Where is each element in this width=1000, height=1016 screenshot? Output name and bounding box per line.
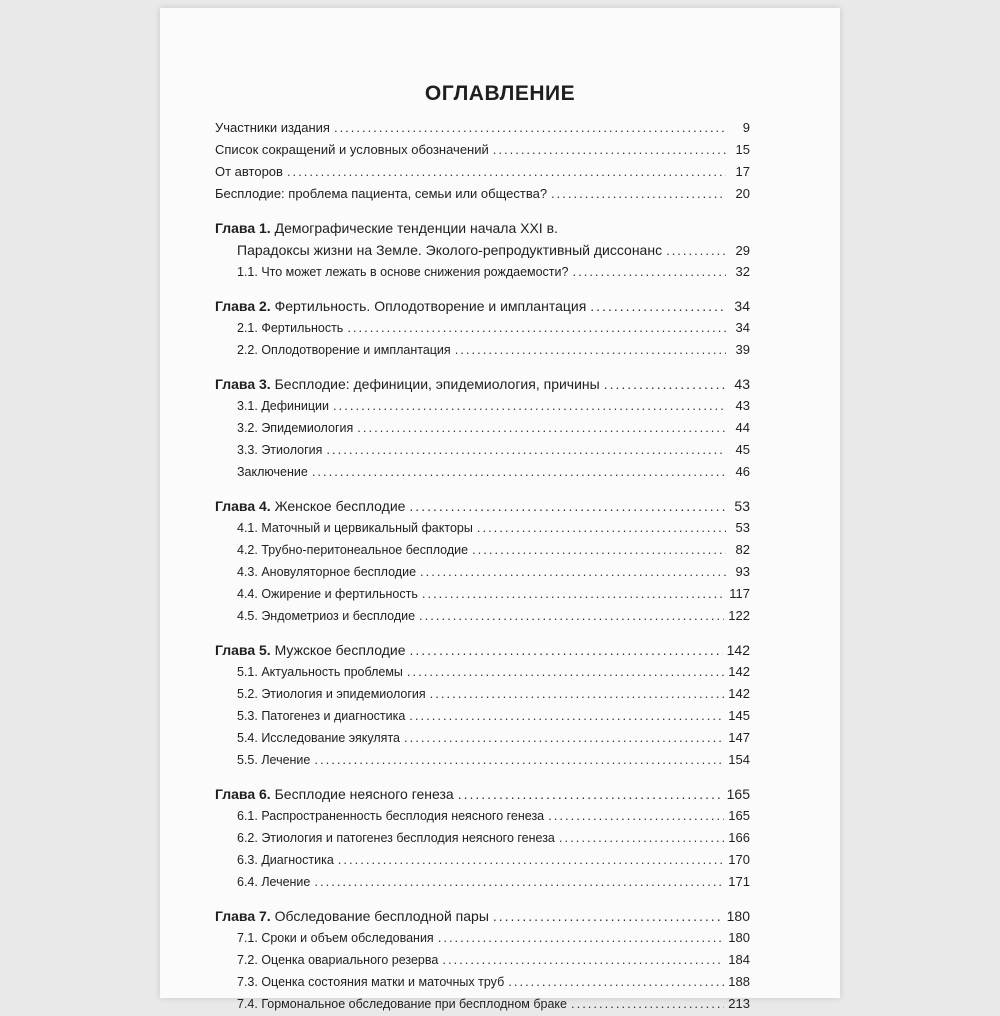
leader-dots <box>357 418 726 438</box>
leader-dots <box>409 496 726 516</box>
section-label: 7.3. Оценка состояния матки и маточных труб <box>237 975 505 989</box>
section-entry <box>215 340 750 362</box>
leader-dots <box>334 118 726 138</box>
book-page <box>160 8 840 1011</box>
section-label: 5.4. Исследование эякулята <box>237 731 400 745</box>
chapter-1-heading-cont <box>215 240 750 262</box>
chapter-title: Демографические тенденции начала XXI в. <box>274 220 558 236</box>
section-entry <box>215 440 750 462</box>
section-label: 6.2. Этиология и патогенез бесплодия неясного генеза <box>237 831 555 845</box>
section-page: 165 <box>728 808 750 823</box>
section-label: 2.2. Оплодотворение и имплантация <box>237 343 451 357</box>
chapter-prefix: Глава 4. <box>215 498 271 514</box>
leader-dots <box>407 662 724 682</box>
leader-dots <box>438 928 725 948</box>
chapter-page: 53 <box>734 498 750 514</box>
leader-dots <box>420 562 726 582</box>
chapter-title: Фертильность. Оплодотворение и имплантация <box>274 298 587 314</box>
section-label: 6.4. Лечение <box>237 875 311 889</box>
section-label: 4.5. Эндометриоз и бесплодие <box>237 609 416 623</box>
chapter-title: Мужское бесплодие <box>274 642 406 658</box>
section-page: 142 <box>728 686 750 701</box>
section-label: 5.5. Лечение <box>237 753 311 767</box>
section-label: 4.4. Ожирение и фертильность <box>237 587 418 601</box>
section-label: 3.3. Этиология <box>237 443 323 457</box>
leader-dots <box>442 950 724 970</box>
section-page: 93 <box>735 564 750 579</box>
chapter-3-heading <box>215 374 750 396</box>
section-page: 180 <box>728 930 750 945</box>
toc-entry-abbreviations <box>215 140 750 162</box>
section-page: 188 <box>728 974 750 989</box>
section-entry <box>215 806 750 828</box>
leader-dots <box>430 684 725 704</box>
chapter-prefix: Глава 7. <box>215 908 271 924</box>
page-title: ОГЛАВЛЕНИЕ <box>424 82 576 105</box>
section-label: 7.4. Гормональное обследование при бесплодном браке <box>237 997 567 1011</box>
section-label: 4.1. Маточный и цервикальный факторы <box>237 521 473 535</box>
section-entry <box>215 850 750 872</box>
section-entry <box>215 706 750 728</box>
section-entry <box>215 828 750 850</box>
section-label: 1.1. Что может лежать в основе снижения рождаемости? <box>237 265 569 279</box>
toc-entry-page: 15 <box>735 142 750 157</box>
section-entry <box>215 584 750 606</box>
section-page: 142 <box>728 664 750 679</box>
chapter-prefix: Глава 5. <box>215 642 271 658</box>
leader-dots <box>419 606 724 626</box>
chapter-5-heading <box>215 640 750 662</box>
toc-entry-page: 9 <box>742 120 750 135</box>
section-label: 4.3. Ановуляторное бесплодие <box>237 565 417 579</box>
section-label: 3.1. Дефиниции <box>237 399 330 413</box>
section-page: 53 <box>735 520 750 535</box>
chapter-2-heading <box>215 296 750 318</box>
section-entry <box>215 396 750 418</box>
section-page: 171 <box>728 874 750 889</box>
section-entry <box>215 662 750 684</box>
section-page: 117 <box>729 586 750 601</box>
section-page: 34 <box>735 320 750 335</box>
leader-dots <box>458 784 723 804</box>
section-label: Заключение <box>237 465 308 479</box>
chapter-7-heading <box>215 906 750 928</box>
section-label: 5.1. Актуальность проблемы <box>237 665 403 679</box>
toc-entry-from-authors <box>215 162 750 184</box>
toc-entry-page: 17 <box>735 164 750 179</box>
toc-entry-intro <box>215 184 750 206</box>
section-entry <box>215 684 750 706</box>
section-entry <box>215 540 750 562</box>
toc-entry-page: 20 <box>735 186 750 201</box>
leader-dots <box>312 462 726 482</box>
leader-dots <box>314 872 724 892</box>
section-page: 43 <box>735 398 750 413</box>
chapter-1-heading <box>215 218 750 240</box>
leader-dots <box>404 728 724 748</box>
chapter-title: Бесплодие неясного генеза <box>274 786 454 802</box>
section-page: 44 <box>735 420 750 435</box>
section-page: 184 <box>728 952 750 967</box>
leader-dots <box>551 184 726 204</box>
section-label: 3.2. Эпидемиология <box>237 421 354 435</box>
chapter-title-cont: Парадоксы жизни на Земле. Эколого-репродуктивный диссонанс <box>237 242 663 258</box>
toc-entry-participants <box>215 118 750 140</box>
section-page: 45 <box>735 442 750 457</box>
leader-dots <box>604 374 726 394</box>
section-entry <box>215 972 750 994</box>
section-label: 2.1. Фертильность <box>237 321 344 335</box>
section-page: 46 <box>735 464 750 479</box>
section-page: 32 <box>735 264 750 279</box>
chapter-page: 43 <box>734 376 750 392</box>
section-label: 4.2. Трубно-перитонеальное бесплодие <box>237 543 469 557</box>
chapter-page: 180 <box>726 908 750 924</box>
leader-dots <box>333 396 726 416</box>
leader-dots <box>590 296 726 316</box>
leader-dots <box>287 162 726 182</box>
chapter-4-heading <box>215 496 750 518</box>
leader-dots <box>493 140 726 160</box>
leader-dots <box>571 994 724 1014</box>
section-page: 82 <box>735 542 750 557</box>
section-entry <box>215 950 750 972</box>
leader-dots <box>666 241 726 261</box>
leader-dots <box>410 640 723 660</box>
leader-dots <box>314 750 724 770</box>
leader-dots <box>472 540 726 560</box>
leader-dots <box>455 340 726 360</box>
section-entry <box>215 928 750 950</box>
section-entry <box>215 262 750 284</box>
chapter-page: 34 <box>734 298 750 314</box>
section-label: 5.2. Этиология и эпидемиология <box>237 687 426 701</box>
leader-dots <box>477 518 726 538</box>
section-entry <box>215 462 750 484</box>
section-entry <box>215 606 750 628</box>
toc-entry-label: От авторов <box>215 164 283 179</box>
section-label: 7.1. Сроки и объем обследования <box>237 931 434 945</box>
chapter-title: Бесплодие: дефиниции, эпидемиология, причины <box>274 376 600 392</box>
chapter-prefix: Глава 1. <box>215 220 271 236</box>
section-entry <box>215 318 750 340</box>
chapter-6-heading <box>215 784 750 806</box>
section-entry <box>215 518 750 540</box>
leader-dots <box>548 806 724 826</box>
section-entry <box>215 750 750 772</box>
chapter-title: Обследование бесплодной пары <box>274 908 489 924</box>
table-of-contents <box>215 118 750 1016</box>
chapter-page: 142 <box>726 642 750 658</box>
chapter-page: 29 <box>735 243 750 258</box>
leader-dots <box>559 828 724 848</box>
chapter-prefix: Глава 2. <box>215 298 271 314</box>
leader-dots <box>422 584 725 604</box>
leader-dots <box>347 318 726 338</box>
toc-entry-label: Бесплодие: проблема пациента, семьи или общества? <box>215 186 548 201</box>
section-label: 6.3. Диагностика <box>237 853 334 867</box>
section-page: 147 <box>728 730 750 745</box>
leader-dots <box>493 906 723 926</box>
toc-entry-label: Список сокращений и условных обозначений <box>215 142 489 157</box>
chapter-prefix: Глава 6. <box>215 786 271 802</box>
leader-dots <box>338 850 725 870</box>
leader-dots <box>409 706 724 726</box>
leader-dots <box>326 440 726 460</box>
section-page: 170 <box>728 852 750 867</box>
section-label: 7.2. Оценка овариального резерва <box>237 953 439 967</box>
section-entry <box>215 728 750 750</box>
section-label: 5.3. Патогенез и диагностика <box>237 709 406 723</box>
section-page: 213 <box>728 996 750 1011</box>
section-page: 145 <box>728 708 750 723</box>
section-label: 6.1. Распространенность бесплодия неясного генеза <box>237 809 545 823</box>
section-entry <box>215 418 750 440</box>
section-page: 122 <box>728 608 750 623</box>
toc-entry-label: Участники издания <box>215 120 330 135</box>
section-page: 166 <box>728 830 750 845</box>
leader-dots <box>508 972 724 992</box>
section-entry <box>215 994 750 1016</box>
section-entry <box>215 872 750 894</box>
section-page: 39 <box>735 342 750 357</box>
chapter-page: 165 <box>726 786 750 802</box>
section-page: 154 <box>728 752 750 767</box>
chapter-title: Женское бесплодие <box>274 498 406 514</box>
leader-dots <box>572 262 726 282</box>
section-entry <box>215 562 750 584</box>
chapter-prefix: Глава 3. <box>215 376 271 392</box>
